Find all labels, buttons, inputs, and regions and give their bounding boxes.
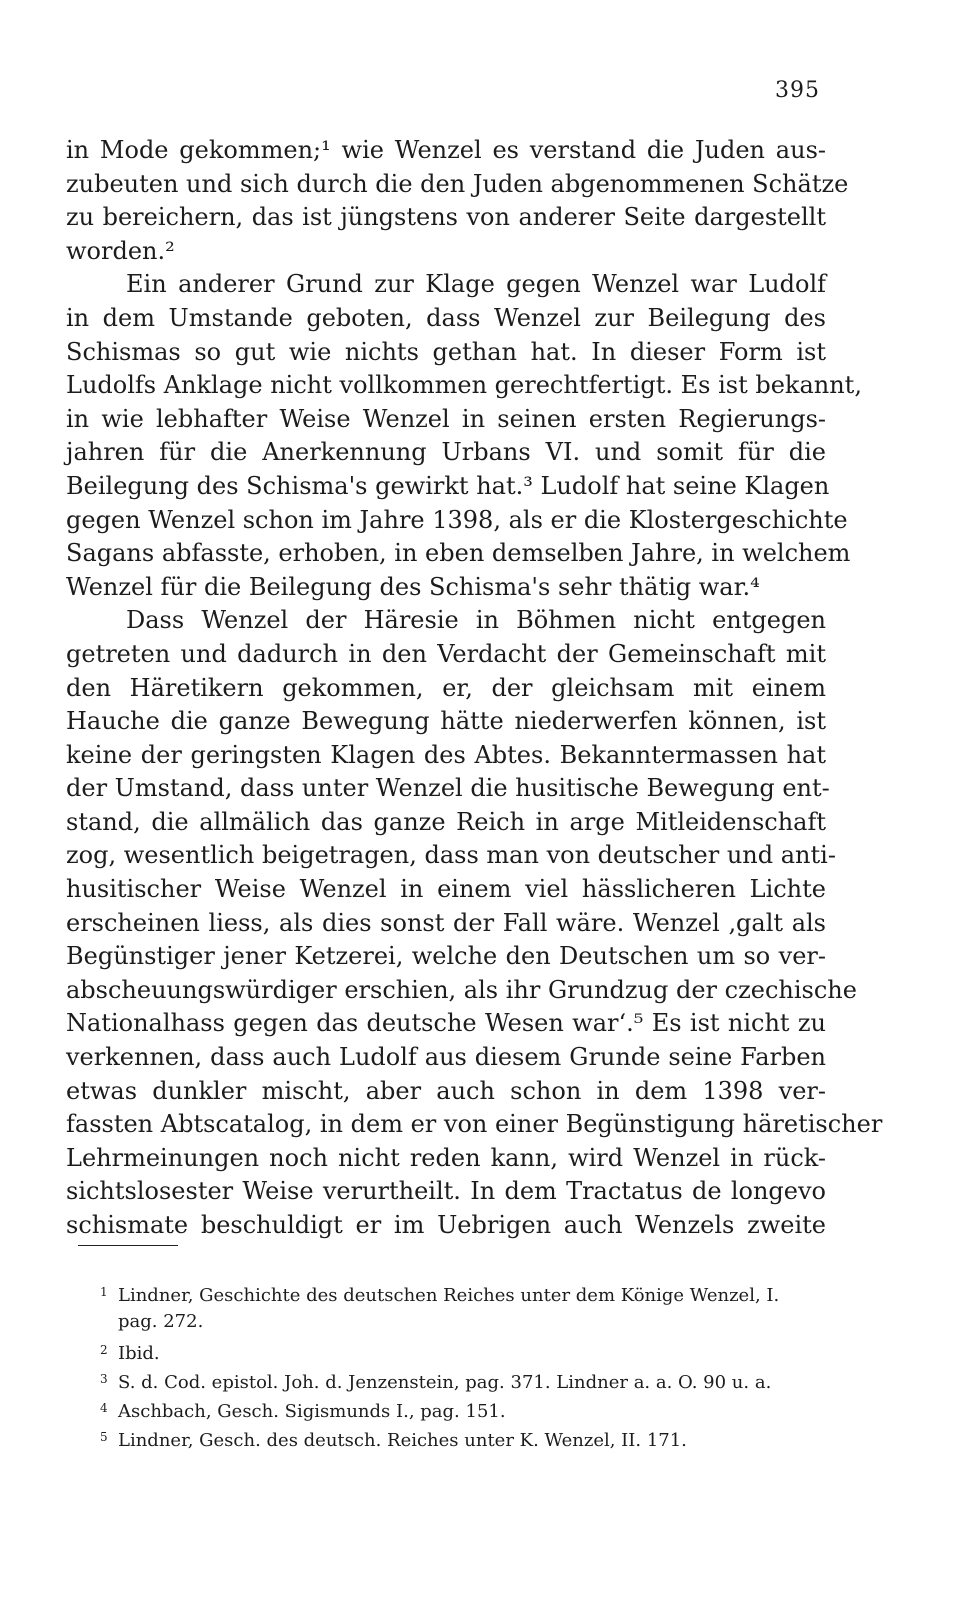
text-line: fassten Abtscatalog, in dem er von einer Begünstigung häretischer [66,1110,883,1139]
text-line: in Mode gekommen;¹ wie Wenzel es verstand die Juden aus- [66,136,826,164]
footnote-divider [78,1245,178,1246]
text-line: zubeuten und sich durch die den Juden abgenommenen Schätze [66,169,849,198]
text-line: Nationalhass gegen das deutsche Wesen war‘.⁵ Es ist nicht zu [66,1009,826,1038]
text-line: gegen Wenzel schon im Jahre 1398, als er die Klostergeschichte [66,505,848,534]
text-line: der Umstand, dass unter Wenzel die husitische Bewegung ent- [66,774,830,803]
text-line: husitischer Weise Wenzel in einem viel hässlicheren Lichte [66,875,826,904]
text-line: Ein anderer Grund zur Klage gegen Wenzel war Ludolf [126,270,826,299]
footnote-text: Lindner, Geschichte des deutschen Reiches unter dem Könige Wenzel, I. [118,1285,780,1306]
footnote-mark: 5 [100,1430,108,1444]
text-line: stand, die allmälich das ganze Reich in arge Mitleidenschaft [66,807,826,836]
text-line: Dass Wenzel der Häresie in Böhmen nicht entgegen [126,606,826,635]
text-line: erscheinen liess, als dies sonst der Fall wäre. Wenzel ‚galt als [66,908,826,937]
page-number: 395 [775,78,820,103]
text-line: in dem Umstande geboten, dass Wenzel zur Beilegung des [66,303,826,332]
text-line: sichtslosester Weise verurtheilt. In dem Tractatus de longevo [66,1177,826,1206]
text-line: zog, wesentlich beigetragen, dass man von deutscher und anti- [66,841,836,870]
text-line: Lehrmeinungen noch nicht reden kann, wird Wenzel in rück- [66,1143,826,1172]
footnote-text: Lindner, Gesch. des deutsch. Reiches unter K. Wenzel, II. 171. [118,1430,687,1451]
footnote-text: Ibid. [118,1343,160,1364]
text-line: etwas dunkler mischt, aber auch schon in dem 1398 ver- [66,1076,826,1105]
text-line: Sagans abfasste, erhoben, in eben demselben Jahre, in welchem [66,539,851,568]
text-line: in wie lebhafter Weise Wenzel in seinen ersten Regierungs- [66,404,826,433]
text-line: getreten und dadurch in den Verdacht der Gemeinschaft mit [66,639,826,668]
text-line: zu bereichern, das ist jüngstens von anderer Seite dargestellt [66,203,826,232]
footnote-2 [100,1336,830,1365]
text-line: verkennen, dass auch Ludolf aus diesem Grunde seine Farben [66,1043,826,1072]
text-line: den Häretikern gekommen, er, der gleichsam mit einem [66,673,826,702]
footnote-mark: 4 [100,1401,108,1415]
text-line: keine der geringsten Klagen des Abtes. Bekanntermassen hat [66,740,826,769]
text-line: jahren für die Anerkennung Urbans VI. und somit für die [66,438,826,467]
text-line: Schismas so gut wie nichts gethan hat. In dieser Form ist [66,337,826,366]
text-line: Beilegung des Schisma's gewirkt hat.³ Ludolf hat seine Klagen [66,471,830,500]
footnote-mark: 2 [100,1343,108,1357]
text-line: worden.² [66,236,175,265]
text-line: schismate beschuldigt er im Uebrigen auch Wenzels zweite [66,1211,826,1239]
footnote-1 [100,1278,830,1307]
footnote-mark: 3 [100,1372,108,1386]
footnote-3 [100,1365,830,1394]
footnote-5 [100,1423,830,1452]
text-line: Begünstiger jener Ketzerei, welche den Deutschen um so ver- [66,942,826,971]
body-text [66,134,883,1243]
footnote-text: S. d. Cod. epistol. Joh. d. Jenzenstein, pag. 371. Lindner a. a. O. 90 u. a. [118,1372,772,1393]
footnotes [100,1278,830,1452]
footnote-text: Aschbach, Gesch. Sigismunds I., pag. 151. [118,1401,506,1422]
footnote-4 [100,1394,830,1423]
text-line: Ludolfs Anklage nicht vollkommen gerechtfertigt. Es ist bekannt, [66,371,862,400]
text-line: Wenzel für die Beilegung des Schisma's sehr thätig war.⁴ [66,572,760,601]
text-line: abscheuungswürdiger erschien, als ihr Grundzug der czechische [66,975,857,1004]
footnote-1-continued: pag. 272. [118,1311,204,1332]
text-line: Hauche die ganze Bewegung hätte niederwerfen können, ist [66,707,826,736]
footnote-mark: 1 [100,1285,108,1299]
